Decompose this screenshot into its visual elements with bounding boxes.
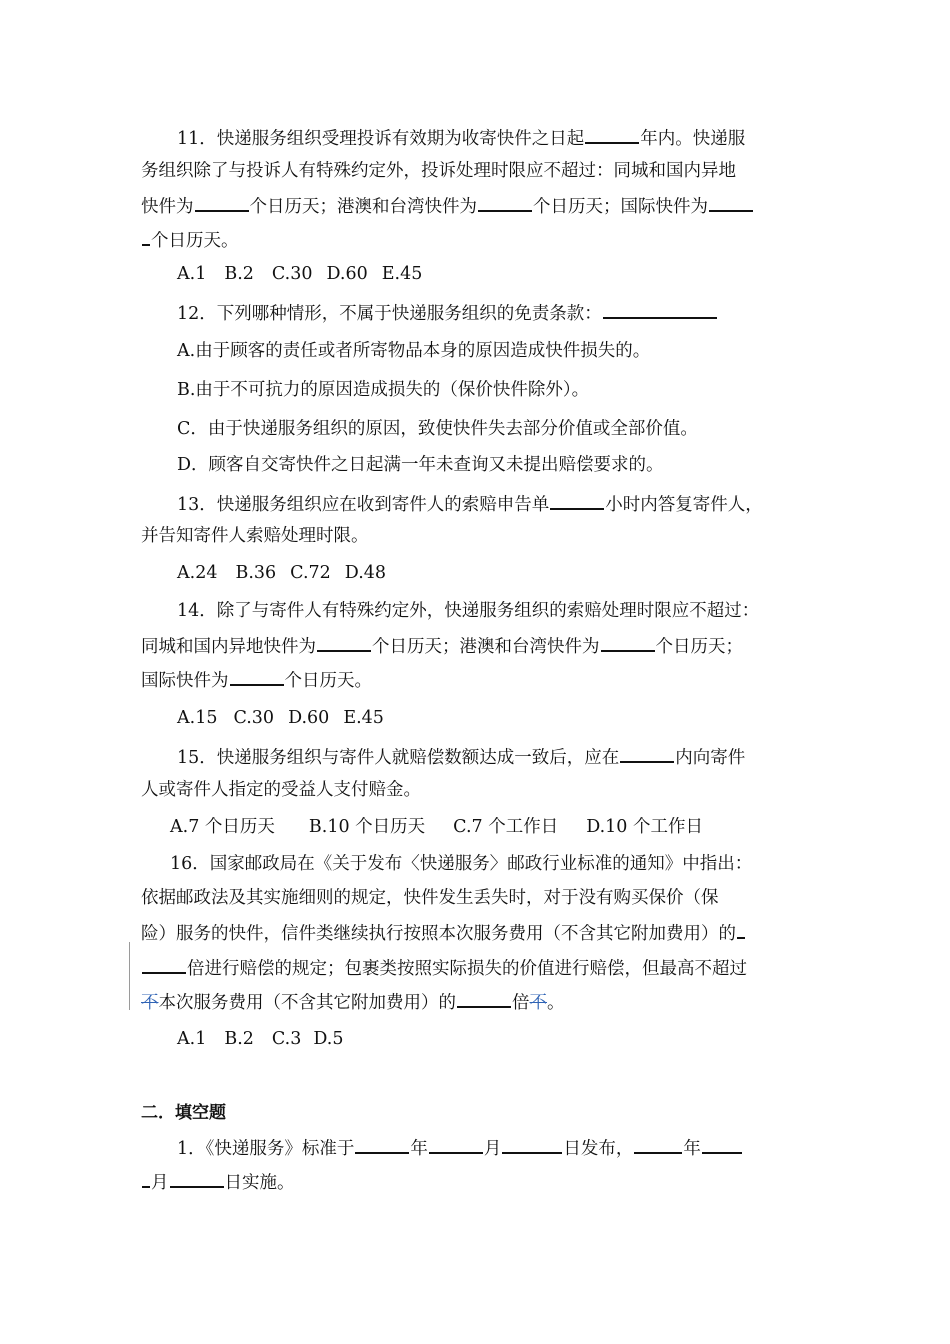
q12-option-a[interactable]: A.由于顾客的责任或者所寄物品本身的原因造成快件损失的。 [177, 341, 651, 361]
option[interactable]: C.30 [271, 264, 313, 284]
option[interactable]: B.2 [224, 264, 254, 284]
q14-text: 同城和国内异地快件为 [141, 637, 316, 657]
answer-blank[interactable] [230, 668, 284, 686]
answer-blank[interactable] [709, 194, 753, 212]
q15-options [170, 816, 842, 838]
q11-options [177, 263, 849, 285]
answer-blank[interactable] [317, 634, 371, 652]
answer-blank[interactable] [634, 1136, 682, 1154]
answer-blank[interactable] [355, 1136, 409, 1154]
q12-text: 12．下列哪种情形，不属于快递服务组织的免责条款： [177, 304, 602, 324]
q15-text: 15．快递服务组织与寄件人就赔偿数额达成一致后，应在 [177, 748, 620, 768]
answer-blank[interactable] [601, 634, 655, 652]
q11-line-3 [141, 194, 813, 218]
answer-blank[interactable] [142, 956, 186, 974]
q12-option-b[interactable]: B.由于不可抗力的原因造成损失的（保价快件除外）。 [177, 380, 590, 400]
answer-blank[interactable] [550, 492, 604, 510]
answer-blank[interactable] [585, 126, 639, 144]
q16-line-1: 16．国家邮政局在《关于发布〈快递服务〉邮政行业标准的通知》中指出： [170, 854, 753, 874]
option[interactable]: B.36 [235, 563, 277, 583]
option[interactable]: A.24 [177, 563, 218, 583]
q16-text: 本次服务费用（不含其它附加费用）的 [158, 993, 456, 1013]
option[interactable]: B.2 [224, 1029, 254, 1049]
deleted-text: 不 [529, 993, 547, 1013]
q16-options [177, 1028, 849, 1050]
fill-q1-text: 年 [683, 1139, 701, 1159]
q12-stem [177, 301, 813, 325]
option[interactable]: C.72 [290, 563, 331, 583]
q16-text: 倍 [512, 993, 530, 1013]
q13-text: 小时内答复寄件人， [605, 495, 763, 515]
option[interactable]: D.10 个工作日 [586, 817, 704, 837]
option[interactable]: E.45 [343, 708, 384, 728]
q15-line-1 [177, 745, 813, 769]
q13-options [177, 562, 849, 584]
answer-blank[interactable] [142, 1170, 150, 1188]
fill-q1-line-2 [141, 1170, 813, 1194]
answer-blank[interactable] [170, 1170, 224, 1188]
q14-text: 国际快件为 [141, 671, 229, 691]
q15-text: 内向寄件 [675, 748, 746, 768]
q16-line-3 [141, 921, 813, 945]
q11-text: 年内。快递服 [640, 129, 746, 149]
q16-text: 。 [547, 993, 565, 1013]
q16-line-5 [141, 990, 813, 1014]
q14-line-3 [141, 668, 813, 692]
q15-line-2: 人或寄件人指定的受益人支付赔金。 [141, 780, 421, 800]
option[interactable]: A.7 个日历天 [170, 817, 275, 837]
option[interactable]: B.10 个日历天 [308, 817, 426, 837]
q14-line-1: 14．除了与寄件人有特殊约定外，快递服务组织的索赔处理时限应不超过： [177, 601, 760, 621]
q13-line-2: 并告知寄件人索赔处理时限。 [141, 526, 369, 546]
q14-line-2 [141, 634, 813, 658]
q11-text: 个日历天；国际快件为 [533, 197, 708, 217]
option[interactable]: D.5 [313, 1029, 344, 1049]
q16-text: 险）服务的快件，信件类继续执行按照本次服务费用（不含其它附加费用）的 [141, 924, 736, 944]
q12-option-c[interactable]: C．由于快递服务组织的原因，致使快件失去部分价值或全部价值。 [177, 419, 698, 439]
q14-text: 个日历天；港澳和台湾快件为 [372, 637, 600, 657]
q11-line-2 [141, 160, 813, 182]
fill-q1-text: 月 [483, 1139, 502, 1159]
option[interactable]: C.7 个工作日 [453, 817, 559, 837]
answer-blank[interactable] [195, 194, 249, 212]
answer-blank[interactable] [429, 1136, 483, 1154]
q16-line-2: 依据邮政法及其实施细则的规定，快件发生丢失时，对于没有购买保价（保 [141, 888, 719, 908]
q11-text: 务组织除了与投诉人有特殊约定外，投诉处理时限应不超过：同城和国内异地 [141, 161, 736, 181]
revision-bar [129, 942, 130, 1010]
answer-blank[interactable] [702, 1136, 742, 1154]
answer-blank[interactable] [620, 745, 674, 763]
fill-q1-text: 日发布， [563, 1139, 634, 1159]
q11-text: 快件为 [141, 197, 194, 217]
q13-line-1 [177, 492, 813, 516]
option[interactable]: A.1 [177, 264, 207, 284]
option[interactable]: A.15 [177, 708, 218, 728]
q14-options [177, 707, 849, 729]
option[interactable]: E.45 [381, 264, 423, 284]
q11-text: 个日历天。 [151, 231, 239, 251]
answer-blank[interactable] [502, 1136, 562, 1154]
q11-stem-text: 11．快递服务组织受理投诉有效期为收寄快件之日起 [177, 129, 585, 149]
q12-option-d[interactable]: D．顾客自交寄快件之日起满一年未查询又未提出赔偿要求的。 [177, 455, 664, 475]
fill-q1-text: 月 [151, 1173, 169, 1193]
answer-blank[interactable] [478, 194, 532, 212]
q11-line-1 [177, 126, 813, 150]
q16-text: 倍进行赔偿的规定；包裹类按照实际损失的价值进行赔偿，但最高不超过 [187, 959, 747, 979]
q14-text: 个日历天。 [284, 671, 372, 691]
option[interactable]: C.3 [271, 1029, 302, 1049]
deleted-text: 不 [141, 993, 159, 1013]
answer-blank[interactable] [737, 921, 745, 939]
fill-q1-text: 1．《快递服务》标准于 [177, 1139, 355, 1159]
answer-blank[interactable] [457, 990, 511, 1008]
q11-text: 个日历天；港澳和台湾快件为 [249, 197, 477, 217]
option[interactable]: D.60 [326, 264, 368, 284]
answer-blank[interactable] [603, 301, 717, 319]
option[interactable]: D.60 [288, 708, 330, 728]
option[interactable]: A.1 [177, 1029, 207, 1049]
option[interactable]: D.48 [344, 563, 387, 583]
answer-blank[interactable] [142, 228, 150, 246]
option[interactable]: C.30 [233, 708, 275, 728]
q16-line-4 [141, 956, 813, 980]
q14-text: 个日历天； [655, 637, 743, 657]
fill-q1-text: 年 [410, 1139, 428, 1159]
fill-q1-text: 日实施。 [224, 1173, 295, 1193]
section-heading: 二．填空题 [141, 1103, 226, 1123]
fill-q1-line-1 [177, 1136, 813, 1160]
q11-line-4 [141, 228, 813, 252]
q13-text: 13．快递服务组织应在收到寄件人的索赔申告单 [177, 495, 550, 515]
